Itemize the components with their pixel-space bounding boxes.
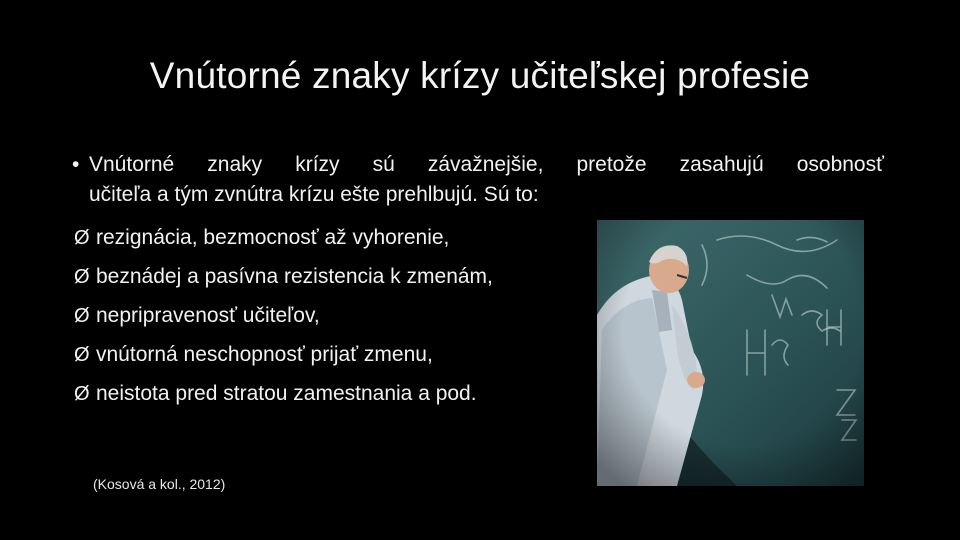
intro-paragraph [72, 150, 884, 210]
teacher-chalkboard-photo [597, 220, 864, 486]
list-item-text: beznádej a pasívna rezistencia k zmenám, [96, 264, 493, 288]
sign-list [74, 218, 594, 413]
arrow-bullet-icon: Ø [74, 343, 90, 366]
arrow-bullet-icon: Ø [74, 226, 90, 249]
list-item [74, 257, 594, 296]
list-item-text: neistota pred stratou zamestnania a pod. [96, 381, 477, 405]
slide-title: Vnútorné znaky krízy učiteľskej profesie [149, 55, 811, 96]
intro-line-1: Vnútorné znaky krízy sú závažnejšie, pretože zasahujú osobnosť [89, 153, 884, 176]
arrow-bullet-icon: Ø [74, 265, 90, 288]
arrow-bullet-icon: Ø [74, 382, 90, 405]
citation: (Kosová a kol., 2012) [93, 476, 226, 492]
list-item [74, 218, 594, 257]
list-item [74, 374, 594, 413]
bullet-icon: • [72, 153, 80, 176]
list-item [74, 335, 594, 374]
intro-line-2: učiteľa a tým zvnútra krízu ešte prehlbujú. Sú to: [89, 183, 539, 206]
list-item-text: nepripravenosť učiteľov, [96, 303, 320, 327]
list-item [74, 296, 594, 335]
list-item-text: vnútorná neschopnosť prijať zmenu, [96, 342, 433, 366]
list-item-text: rezignácia, bezmocnosť až vyhorenie, [96, 225, 450, 249]
arrow-bullet-icon: Ø [74, 304, 90, 327]
